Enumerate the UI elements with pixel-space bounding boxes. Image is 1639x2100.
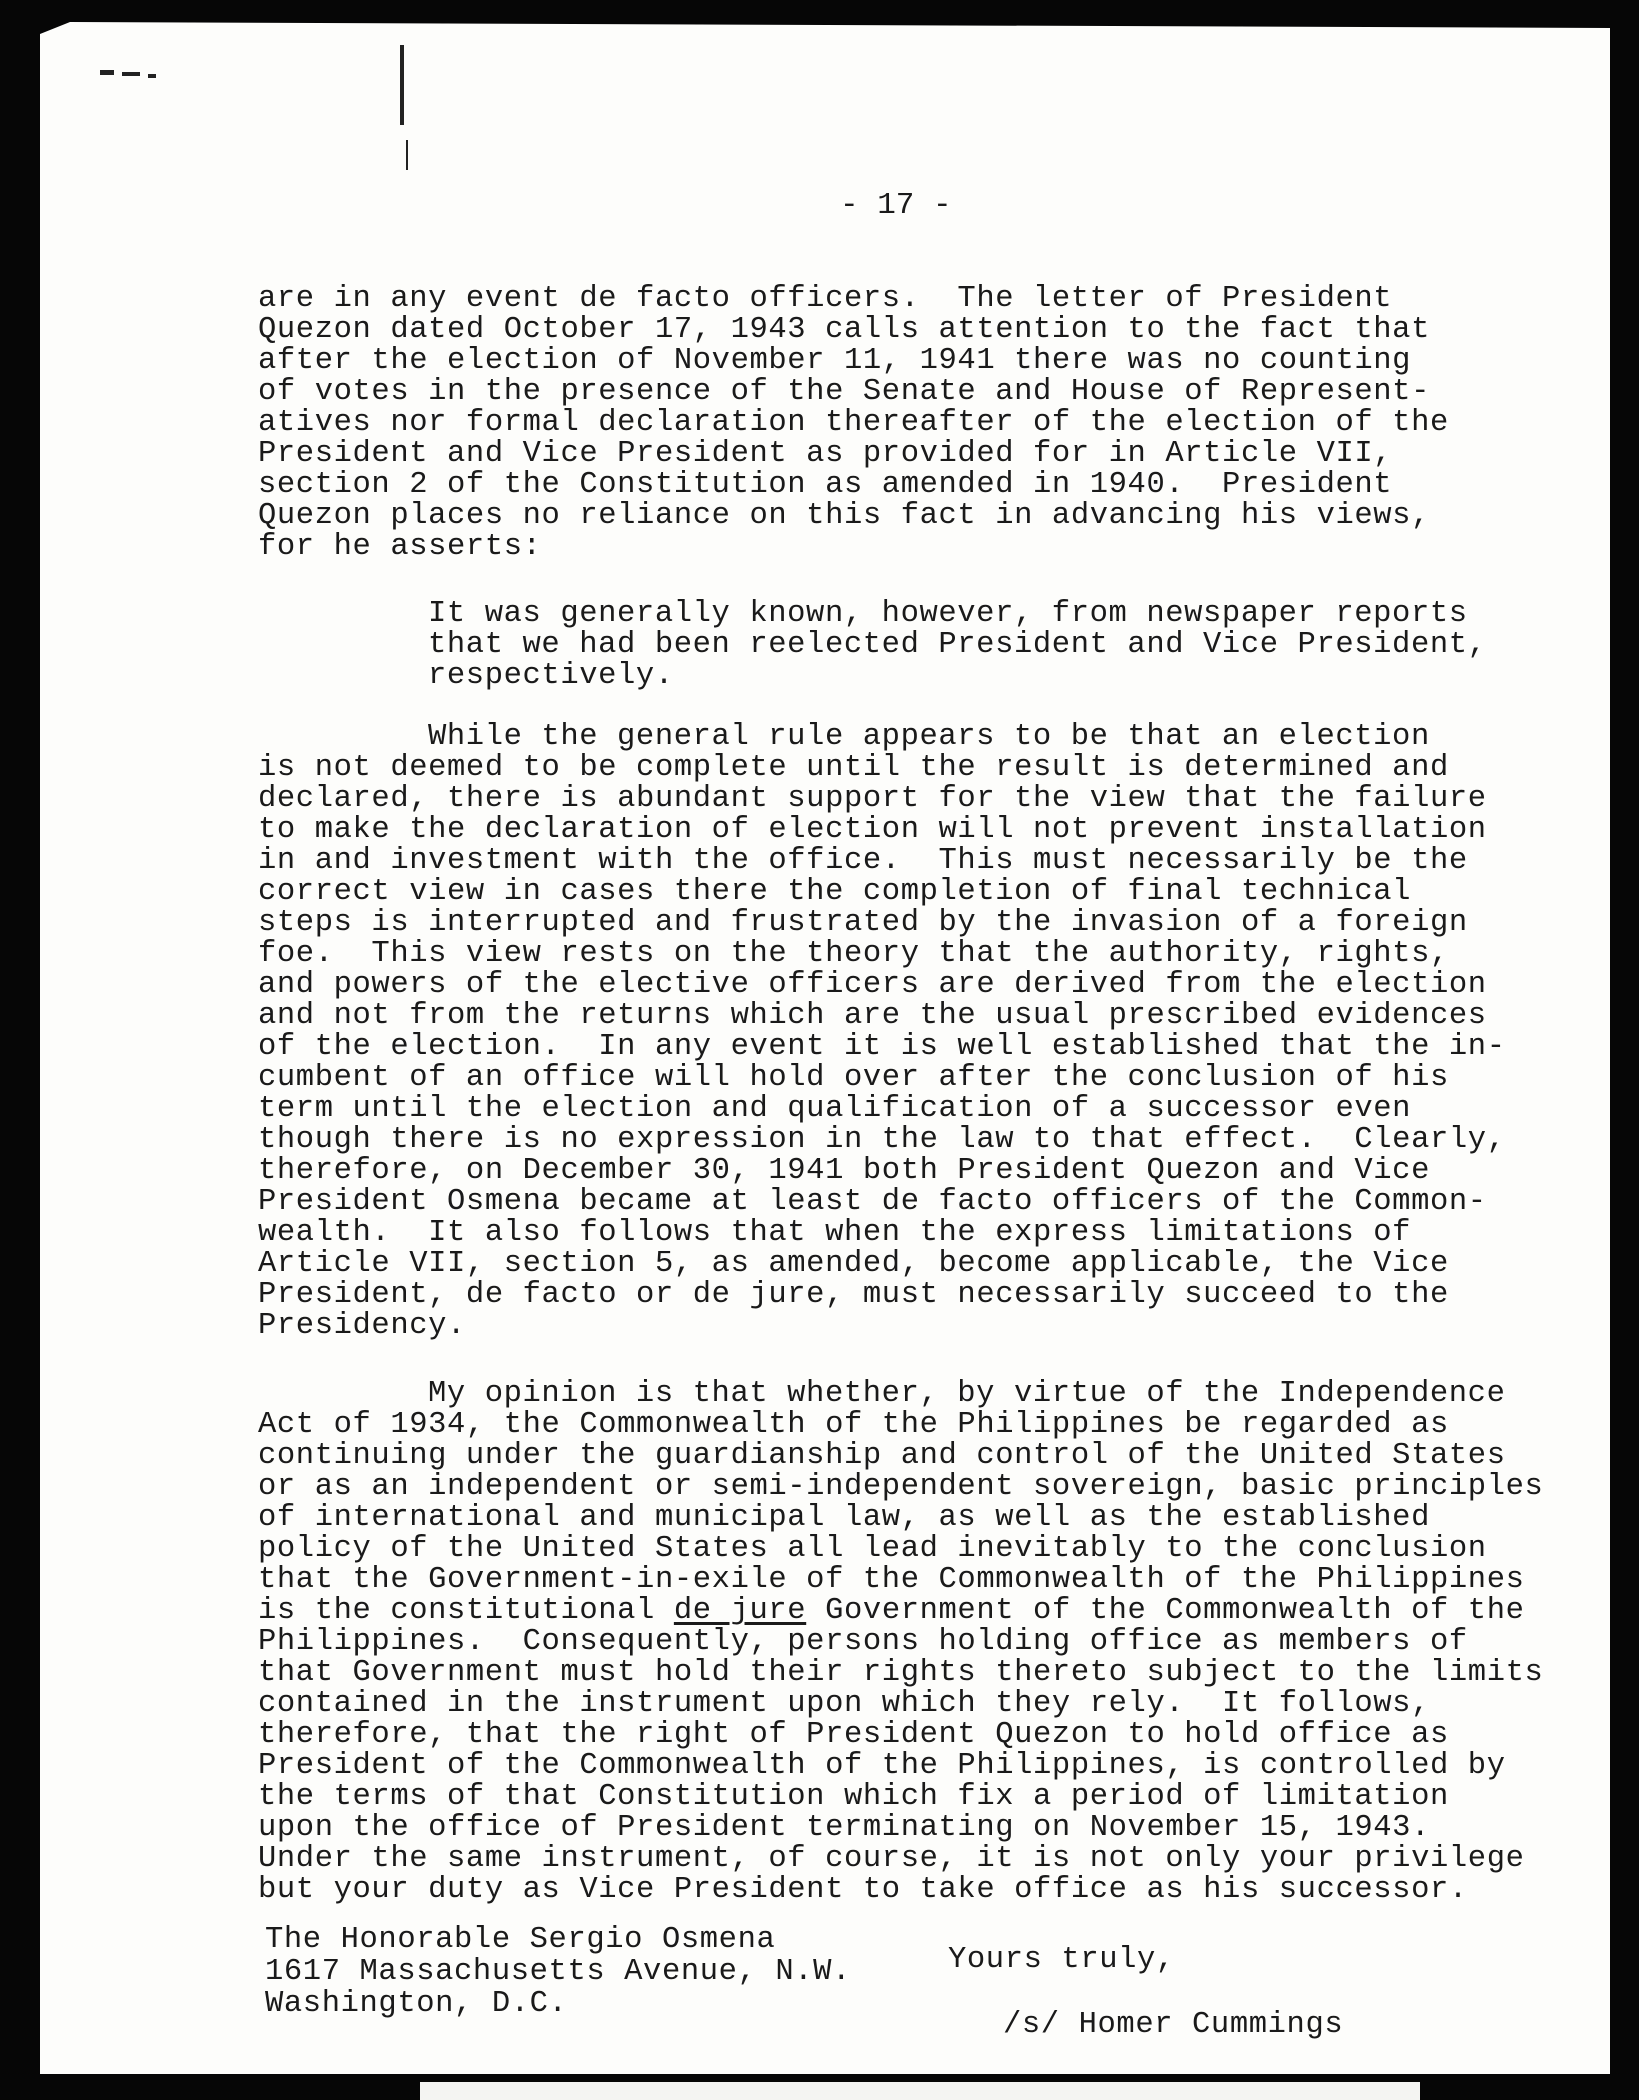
text-line: While the general rule appears to be that an election xyxy=(428,720,1430,754)
text-line: of international and municipal law, as well as the established xyxy=(258,1501,1430,1535)
closing: Yours truly, xyxy=(948,1943,1175,1977)
text-line: respectively. xyxy=(428,659,674,693)
text-line: but your duty as Vice President to take office as his successor. xyxy=(258,1873,1468,1907)
scan-speck xyxy=(148,74,156,78)
signature: /s/ Homer Cummings xyxy=(1003,2008,1344,2042)
text-line: declared, there is abundant support for the view that the failure xyxy=(258,782,1487,816)
addressee-line: 1617 Massachusetts Avenue, N.W. xyxy=(265,1955,851,1989)
text-line: that the Government-in-exile of the Commonwealth of the Philippines xyxy=(258,1563,1525,1597)
scan-speck xyxy=(100,70,114,75)
text-line: wealth. It also follows that when the express limitations of xyxy=(258,1216,1412,1250)
text-line: correct view in cases there the completion of final technical xyxy=(258,875,1412,909)
text-line: Act of 1934, the Commonwealth of the Philippines be regarded as xyxy=(258,1408,1449,1442)
text-segment: Government of the Commonwealth of the xyxy=(806,1594,1525,1628)
addressee-line: The Honorable Sergio Osmena xyxy=(265,1923,776,1957)
addressee-line: Washington, D.C. xyxy=(265,1987,568,2021)
scan-speck xyxy=(122,72,140,76)
text-line: President and Vice President as provided for in Article VII, xyxy=(258,437,1393,471)
text-line: continuing under the guardianship and control of the United States xyxy=(258,1439,1506,1473)
text-line: It was generally known, however, from newspaper reports xyxy=(428,597,1468,631)
text-line: steps is interrupted and frustrated by the invasion of a foreign xyxy=(258,906,1468,940)
text-line: the terms of that Constitution which fix a period of limitation xyxy=(258,1780,1449,1814)
text-line: and not from the returns which are the usual prescribed evidences xyxy=(258,999,1487,1033)
text-line: therefore, on December 30, 1941 both President Quezon and Vice xyxy=(258,1154,1430,1188)
text-line: are in any event de facto officers. The letter of President xyxy=(258,282,1393,316)
text-line: atives nor formal declaration thereafter of the election of the xyxy=(258,406,1449,440)
text-line: section 2 of the Constitution as amended in 1940. President xyxy=(258,468,1393,502)
scan-speck xyxy=(400,45,404,125)
scan-edge xyxy=(420,2082,1420,2100)
text-line: Under the same instrument, of course, it is not only your privilege xyxy=(258,1842,1525,1876)
underlined-term: de jure xyxy=(673,1594,807,1628)
text-line: or as an independent or semi-independent sovereign, basic principles xyxy=(258,1470,1544,1504)
text-segment: is the constitutional xyxy=(258,1594,674,1628)
text-line: of the election. In any event it is well established that the in- xyxy=(258,1030,1506,1064)
text-line: and powers of the elective officers are derived from the election xyxy=(258,968,1487,1002)
text-line: Quezon dated October 17, 1943 calls attention to the fact that xyxy=(258,313,1430,347)
text-line: is not deemed to be complete until the result is determined and xyxy=(258,751,1449,785)
text-line: to make the declaration of election will not prevent installation xyxy=(258,813,1487,847)
text-line: term until the election and qualification of a successor even xyxy=(258,1092,1412,1126)
text-line: cumbent of an office will hold over after the conclusion of his xyxy=(258,1061,1449,1095)
text-line: in and investment with the office. This must necessarily be the xyxy=(258,844,1468,878)
text-line: that Government must hold their rights thereto subject to the limits xyxy=(258,1656,1544,1690)
text-line: Presidency. xyxy=(258,1309,466,1343)
text-line-with-underline xyxy=(258,1596,1525,1627)
text-line: President of the Commonwealth of the Philippines, is controlled by xyxy=(258,1749,1506,1783)
text-line: policy of the United States all lead inevitably to the conclusion xyxy=(258,1532,1487,1566)
text-line: of votes in the presence of the Senate and House of Represent- xyxy=(258,375,1430,409)
text-line: that we had been reelected President and Vice President, xyxy=(428,628,1487,662)
scan-speck xyxy=(406,140,408,170)
text-line: after the election of November 11, 1941 there was no counting xyxy=(258,344,1412,378)
text-line: foe. This view rests on the theory that the authority, rights, xyxy=(258,937,1449,971)
text-line: President Osmena became at least de facto officers of the Common- xyxy=(258,1185,1487,1219)
text-line: upon the office of President terminating on November 15, 1943. xyxy=(258,1811,1430,1845)
text-line: My opinion is that whether, by virtue of the Independence xyxy=(428,1377,1506,1411)
page-number: - 17 - xyxy=(840,188,952,223)
text-line: Philippines. Consequently, persons holding office as members of xyxy=(258,1625,1468,1659)
text-line: Quezon places no reliance on this fact in advancing his views, xyxy=(258,499,1430,533)
text-line: for he asserts: xyxy=(258,530,542,564)
text-line: Article VII, section 5, as amended, become applicable, the Vice xyxy=(258,1247,1449,1281)
text-line: contained in the instrument upon which they rely. It follows, xyxy=(258,1687,1430,1721)
text-line: though there is no expression in the law to that effect. Clearly, xyxy=(258,1123,1506,1157)
text-line: therefore, that the right of President Quezon to hold office as xyxy=(258,1718,1449,1752)
text-line: President, de facto or de jure, must necessarily succeed to the xyxy=(258,1278,1449,1312)
